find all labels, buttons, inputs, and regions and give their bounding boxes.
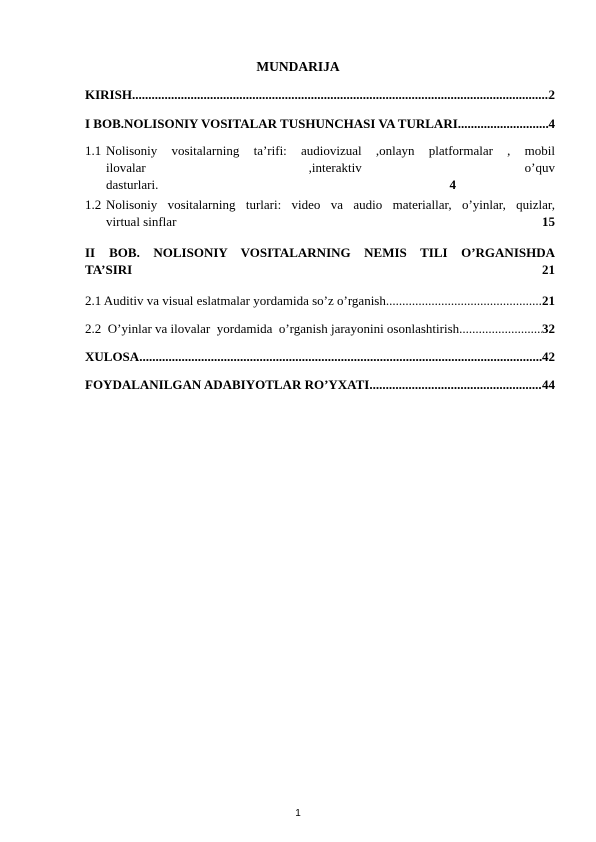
toc-entry-label-part: TA’SIRI xyxy=(85,262,133,277)
dot-leader xyxy=(139,348,542,365)
toc-entry-label: KIRISH xyxy=(85,87,132,102)
toc-entry-number: II xyxy=(85,245,96,260)
toc-entry-2-1[interactable] xyxy=(85,292,555,309)
dot-leader xyxy=(132,86,549,103)
toc-entry-label: 2.1 Auditiv va visual eslatmalar yordamida so’z o’rganish xyxy=(85,293,386,308)
dot-leader xyxy=(386,292,542,309)
toc-entry-1-1[interactable] xyxy=(85,142,555,193)
page-number: 1 xyxy=(295,808,301,819)
toc-entry-label: Nolisoniy vositalarning ta’rifi: audiovizual ,onlayn platformalar , mobil xyxy=(106,143,555,158)
toc-entry-label: I BOB.NOLISONIY VOSITALAR TUSHUNCHASI VA TURLARI xyxy=(85,116,458,131)
toc-entry-page: 4 xyxy=(548,116,555,131)
toc-title: MUNDARIJA xyxy=(256,59,340,74)
toc-entry-label-part: ,interaktiv xyxy=(308,160,362,175)
toc-entry-label: 2.2 O’yinlar va ilovalar yordamida o’rganish jarayonini osonlashtirish xyxy=(85,321,460,336)
toc-entry-page: 4 xyxy=(449,177,456,192)
toc-entry-page: 15 xyxy=(542,214,555,229)
toc-entry-label-part: ilovalar xyxy=(106,160,146,175)
toc-entry-page: 21 xyxy=(542,293,555,308)
toc-entry-xulosa[interactable] xyxy=(85,348,555,365)
toc-entry-page: 2 xyxy=(548,87,555,102)
toc-entry-1-2[interactable] xyxy=(85,196,555,230)
toc-entry-page: 42 xyxy=(542,349,555,364)
toc-entry-kirish[interactable] xyxy=(85,86,555,103)
toc-entry-number: 1.2 xyxy=(85,197,102,212)
toc-entry-chapter-1[interactable] xyxy=(85,115,555,132)
dot-leader xyxy=(369,376,542,393)
toc-entry-page: 21 xyxy=(542,262,555,277)
toc-entry-chapter-2[interactable] xyxy=(85,244,555,278)
toc-entry-page: 32 xyxy=(542,321,555,336)
toc-entry-2-2[interactable] xyxy=(85,320,555,337)
toc-entry-references[interactable] xyxy=(85,376,555,393)
toc-entry-label-part: o’quv xyxy=(524,160,555,175)
toc-entry-label: FOYDALANILGAN ADABIYOTLAR RO’YXATI xyxy=(85,377,370,392)
toc-entry-label: BOB. NOLISONIY VOSITALARNING NEMIS TILI O’RGANISHDA xyxy=(109,245,555,260)
toc-entry-number: 1.1 xyxy=(85,143,102,158)
toc-entry-label: Nolisoniy vositalarning turlari: video va audio materiallar, o’yinlar, quizlar, xyxy=(106,197,555,212)
dot-leader xyxy=(459,320,542,337)
dot-leader xyxy=(458,115,549,132)
toc-entry-label-part: virtual sinflar xyxy=(106,214,177,229)
toc-entry-label-part: dasturlari. xyxy=(106,177,159,192)
toc-entry-label: XULOSA xyxy=(85,349,140,364)
toc-entry-page: 44 xyxy=(542,377,555,392)
